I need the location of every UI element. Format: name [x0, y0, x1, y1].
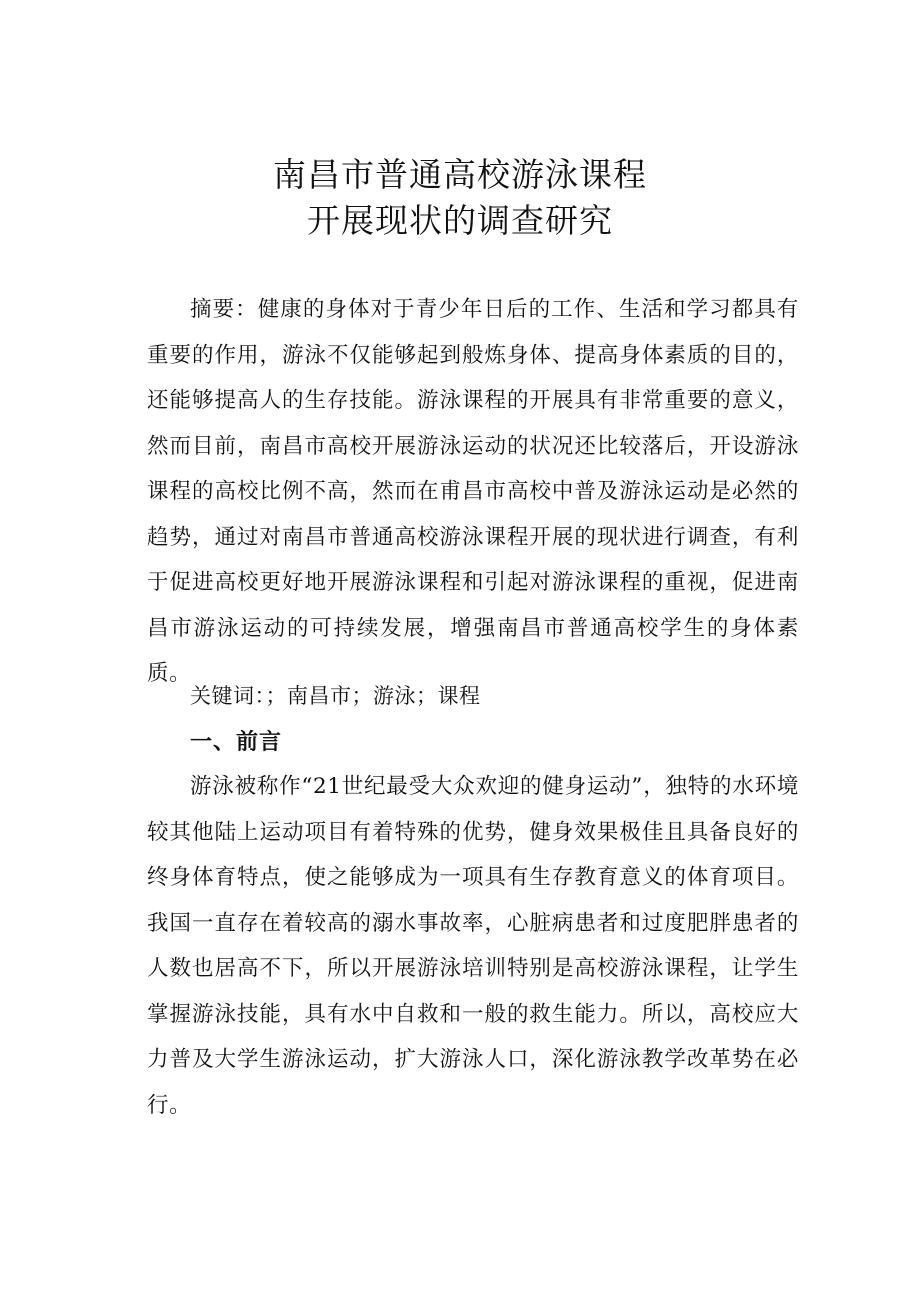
document-title: [0, 152, 920, 244]
introduction-paragraph: 游泳被称作“21世纪最受大众欢迎的健身运动”，独特的水环境较其他陆上运动项目有着特殊的优势，健身效果极佳且具备良好的终身体育特点，使之能够成为一项具有生存教育意义的体育项目。我国一直存在着较高的溺水事故率，心脏病患者和过度肥胖患者的人数也居高不下，所以开展游泳培训特别是高校游泳课程，让学生掌握游泳技能，具有水中自救和一般的救生能力。所以，高校应大力普及大学生游泳运动，扩大游泳人口，深化游泳教学改革势在必行。: [147, 774, 799, 1118]
keywords-line: 关键词：；南昌市；游泳；课程: [190, 684, 481, 708]
title-line-1: 南昌市普通高校游泳课程: [273, 155, 647, 194]
title-line-2: 开展现状的调查研究: [307, 201, 613, 240]
section-heading-introduction: 一、前言: [190, 730, 283, 755]
abstract-paragraph: 摘要：健康的身体对于青少年日后的工作、生活和学习都具有重要的作用，游泳不仅能够起到般炼身体、提高身体素质的目的，还能够提高人的生存技能。游泳课程的开展具有非常重要的意义，然而目前，南昌市高校开展游泳运动的状况还比较落后，开设游泳课程的高校比例不高，然而在甫昌市高校中普及游泳运动是必然的趋势，通过对南昌市普通高校游泳课程开展的现状进行调查，有利于促进高校更好地开展游泳课程和引起对游泳课程的重视，促进南昌市游泳运动的可持续发展，增强南昌市普通高校学生的身体素质。: [147, 297, 799, 686]
